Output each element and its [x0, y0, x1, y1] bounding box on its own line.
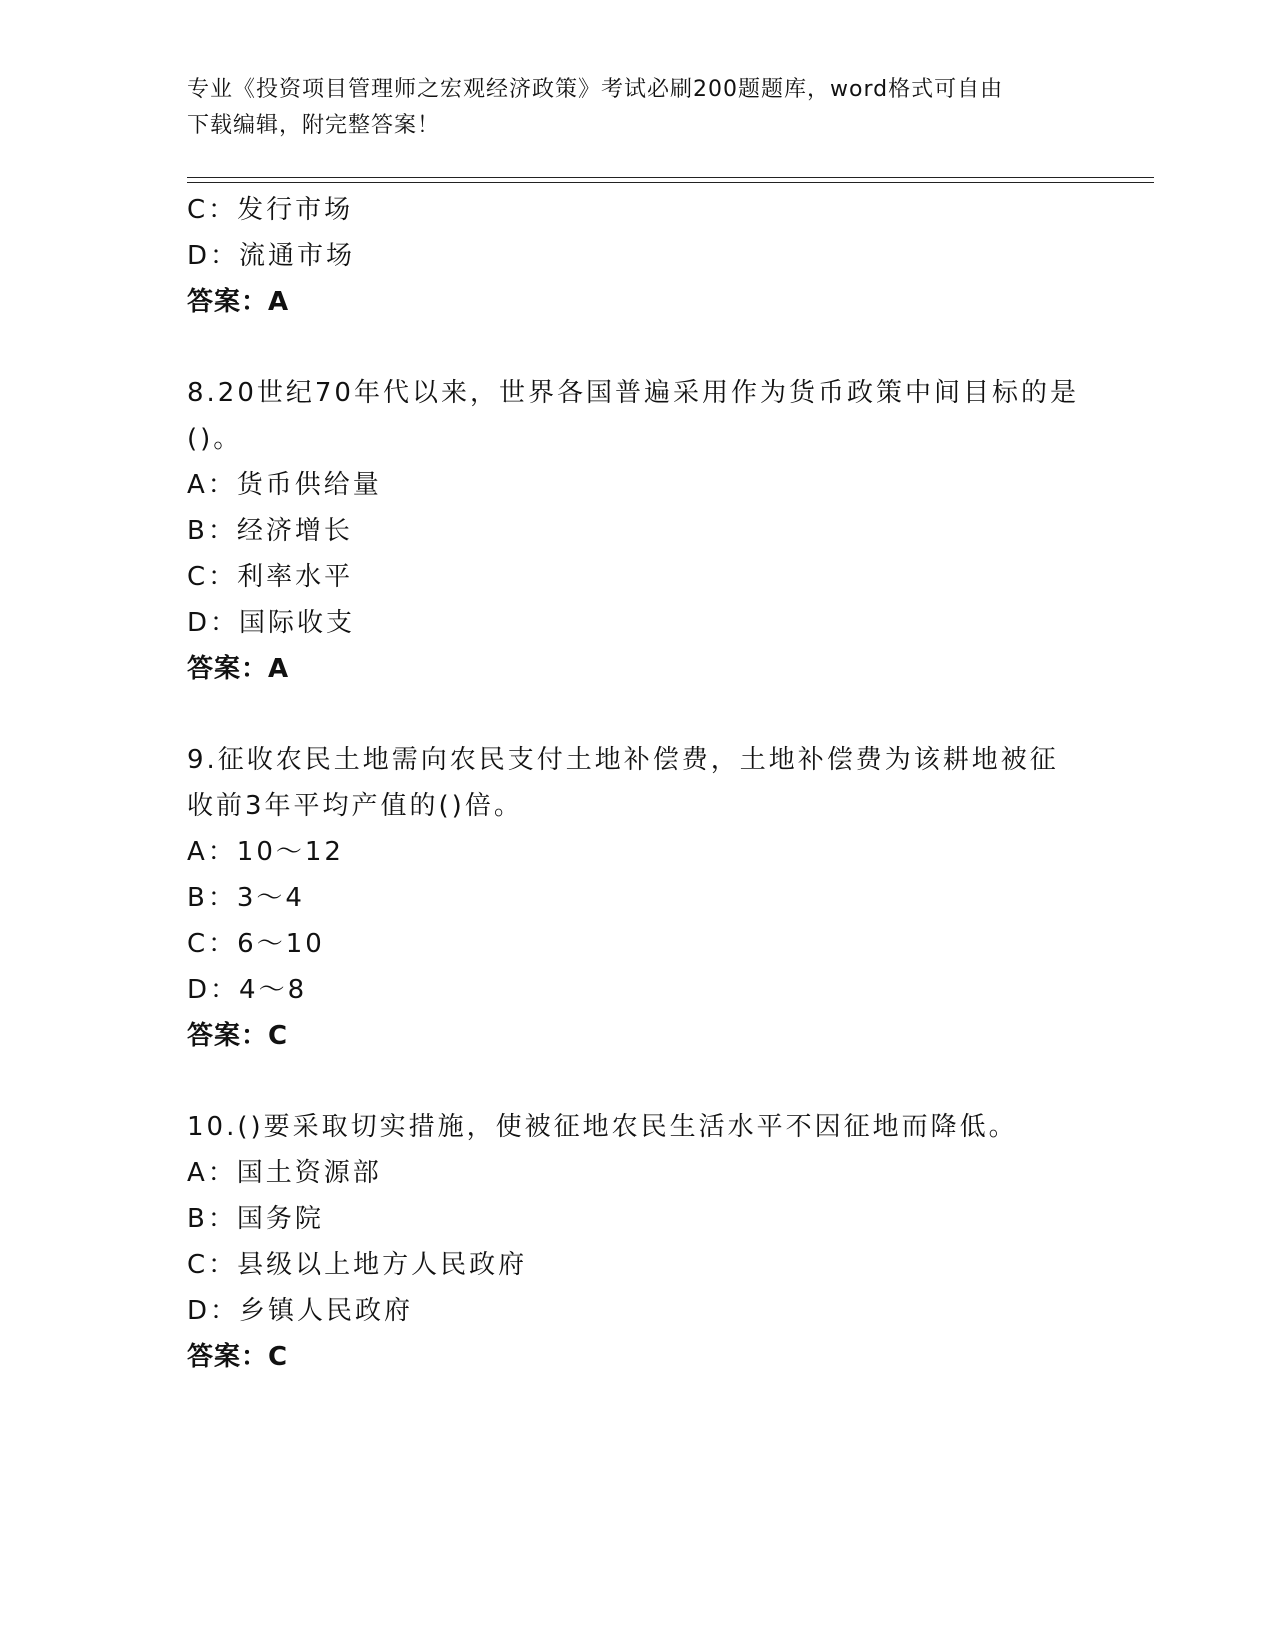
header-rule-bottom	[187, 182, 1154, 183]
option-text: 国务院	[236, 1204, 324, 1234]
question-7-continuation	[187, 187, 1087, 325]
option-text: 利率水平	[237, 562, 354, 592]
option-letter: D：	[187, 608, 240, 638]
answer-line: 答案：C	[187, 1342, 289, 1372]
option-a	[187, 829, 1087, 875]
question-stem-line: 收前3年平均产值的()倍。	[187, 791, 523, 821]
option-text: 货币供给量	[236, 470, 382, 500]
question-8	[187, 370, 1087, 692]
answer-line: 答案：A	[187, 654, 290, 684]
option-a	[187, 1150, 1087, 1196]
option-d	[187, 967, 1087, 1013]
option-letter: D：	[187, 975, 240, 1005]
question-stem-line: ()。	[187, 424, 243, 454]
page-header	[187, 72, 1067, 144]
option-letter: C：	[187, 562, 238, 592]
option-letter: C：	[187, 929, 238, 959]
option-d	[187, 1288, 1087, 1334]
option-letter: B：	[187, 883, 237, 913]
option-text: 县级以上地方人民政府	[237, 1250, 528, 1280]
option-d	[187, 233, 1087, 279]
option-letter: C：	[187, 1250, 238, 1280]
option-text: 发行市场	[237, 195, 354, 225]
option-b	[187, 1196, 1087, 1242]
option-letter: B：	[187, 516, 237, 546]
question-9	[187, 737, 1087, 1059]
question-stem-line: 8.20世纪70年代以来，世界各国普遍采用作为货币政策中间目标的是	[187, 378, 1079, 408]
option-letter: A：	[187, 470, 237, 500]
option-text: 国土资源部	[236, 1158, 382, 1188]
option-letter: A：	[187, 837, 237, 867]
option-text: 流通市场	[239, 241, 356, 271]
question-10	[187, 1104, 1087, 1380]
question-spacer	[187, 692, 1087, 737]
answer-line: 答案：A	[187, 287, 290, 317]
header-line-1: 专业《投资项目管理师之宏观经济政策》考试必刷200题题库，word格式可自由	[187, 77, 1004, 102]
option-c	[187, 921, 1087, 967]
question-stem-line: 10.()要采取切实措施，使被征地农民生活水平不因征地而降低。	[187, 1112, 1018, 1142]
option-d	[187, 600, 1087, 646]
option-letter: D：	[187, 1296, 240, 1326]
option-b	[187, 508, 1087, 554]
option-b	[187, 875, 1087, 921]
answer-line: 答案：C	[187, 1021, 289, 1051]
option-text: 4～8	[239, 975, 308, 1005]
question-stem-line: 9.征收农民土地需向农民支付土地补偿费，土地补偿费为该耕地被征	[187, 745, 1059, 775]
option-text: 国际收支	[239, 608, 356, 638]
option-text: 经济增长	[236, 516, 353, 546]
question-spacer	[187, 1059, 1087, 1104]
option-text: 乡镇人民政府	[239, 1296, 414, 1326]
option-c	[187, 554, 1087, 600]
option-text: 3～4	[236, 883, 305, 913]
option-letter: C：	[187, 195, 238, 225]
option-text: 10～12	[236, 837, 344, 867]
option-a	[187, 462, 1087, 508]
question-spacer	[187, 325, 1087, 370]
question-content	[187, 187, 1087, 1380]
header-line-2: 下载编辑，附完整答案！	[187, 113, 441, 138]
header-rule-top	[187, 177, 1154, 178]
option-c	[187, 187, 1087, 233]
option-letter: B：	[187, 1204, 237, 1234]
option-letter: D：	[187, 241, 240, 271]
option-letter: A：	[187, 1158, 237, 1188]
option-c	[187, 1242, 1087, 1288]
option-text: 6～10	[237, 929, 325, 959]
